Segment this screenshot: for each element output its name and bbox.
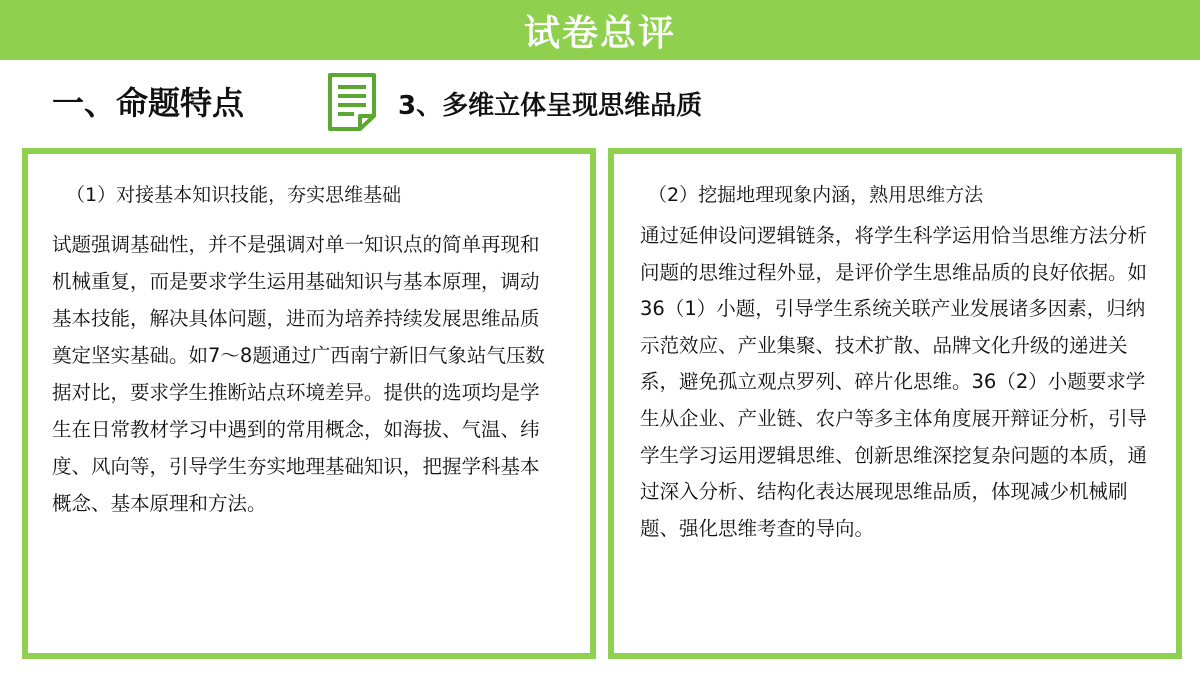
- left-panel-body: 试题强调基础性，并不是强调对单一知识点的简单再现和机械重复，而是要求学生运用基础知识与基本原理，调动基本技能，解决具体问题，进而为培养持续发展思维品质奠定坚实基础。如7～8题通过广西南宁新旧气象站气压数据对比，要求学生推断站点环境差异。提供的选项均是学生在日常教材学习中遇到的常用概念，如海拔、气温、纬度、风向等，引导学生夯实地理基础知识，把握学科基本概念、基本原理和方法。: [52, 233, 545, 515]
- document-icon: [326, 72, 378, 132]
- header-bar: [0, 0, 1200, 60]
- left-panel-heading: （1）对接基本知识技能，夯实思维基础: [66, 184, 402, 206]
- left-panel: [22, 148, 596, 659]
- section-title: 一、命题特点: [52, 84, 245, 122]
- right-panel-heading: （2）挖掘地理现象内涵，熟用思维方法: [648, 184, 984, 206]
- right-panel-body: 通过延伸设问逻辑链条，将学生科学运用恰当思维方法分析问题的思维过程外显，是评价学生思维品质的良好依据。如36（1）小题，引导学生系统关联产业发展诸多因素，归纳示范效应、产业集聚、技术扩散、品牌文化升级的递进关系，避免孤立观点罗列、碎片化思维。36（2）小题要求学生从企业、产业链、农户等多主体角度展开辩证分析，引导学生学习运用逻辑思维、创新思维深挖复杂问题的本质，通过深入分析、结构化表达展现思维品质，体现减少机械刷题、强化思维考查的导向。: [640, 224, 1148, 540]
- right-panel: [608, 148, 1182, 659]
- sub-title: 3、多维立体呈现思维品质: [398, 91, 703, 121]
- page-title: 试卷总评: [523, 12, 676, 54]
